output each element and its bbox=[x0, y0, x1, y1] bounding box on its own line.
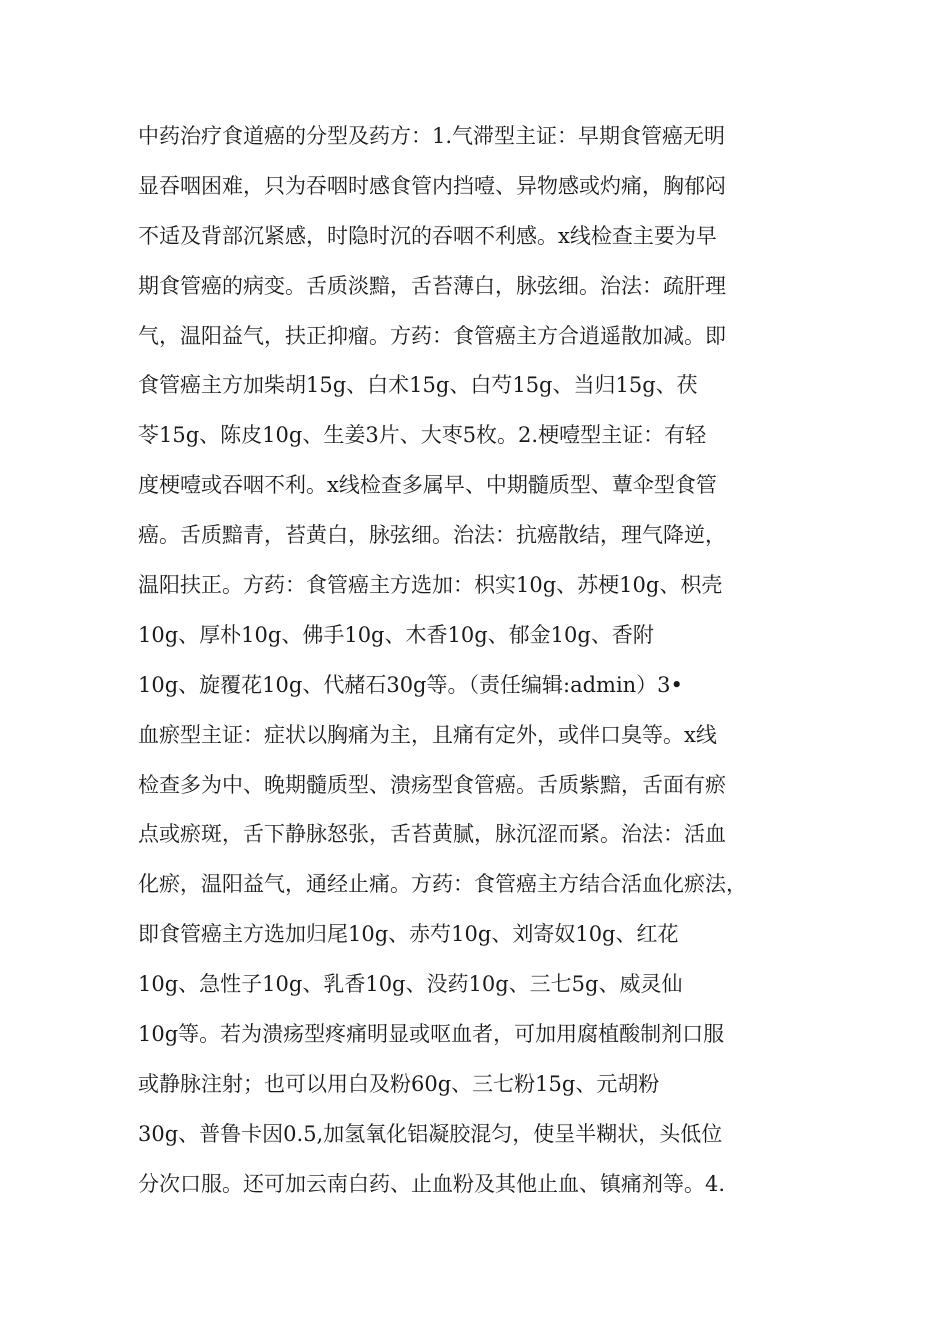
text-line: 10g、厚朴10g、佛手10g、木香10g、郁金10g、香附 bbox=[138, 622, 654, 647]
text-line: 血瘀型主证：症状以胸痛为主，且痛有定外，或伴口臭等。x线 bbox=[138, 722, 717, 747]
text-line: 度梗噎或吞咽不利。x线检查多属早、中期髓质型、蕈伞型食管 bbox=[138, 473, 717, 498]
text-line: 温阳扶正。方药：食管癌主方选加：枳实10g、苏梗10g、枳壳 bbox=[138, 573, 723, 598]
text-line: 不适及背部沉紧感，时隐时沉的吞咽不利感。x线检查主要为早 bbox=[138, 223, 717, 248]
text-line: 30g、普鲁卡因0.5,加氢氧化铝凝胶混匀，使呈半糊状，头低位 bbox=[138, 1121, 723, 1146]
text-line: 癌。舌质黯青，苔黄白，脉弦细。治法：抗癌散结，理气降逆， bbox=[138, 523, 726, 548]
text-line: 显吞咽困难，只为吞咽时感食管内挡噎、异物感或灼痛，胸郁闷 bbox=[138, 173, 726, 198]
text-line: 检查多为中、晚期髓质型、溃疡型食管癌。舌质紫黯，舌面有瘀 bbox=[138, 772, 726, 797]
text-line: 化瘀，温阳益气，通经止痛。方药：食管癌主方结合活血化瘀法， bbox=[138, 872, 747, 897]
text-line: 10g等。若为溃疡型疼痛明显或呕血者，可加用腐植酸制剂口服 bbox=[138, 1022, 725, 1047]
text-line: 点或瘀斑，舌下静脉怒张，舌苔黄腻，脉沉涩而紧。治法：活血 bbox=[138, 822, 726, 847]
text-line: 中药治疗食道癌的分型及药方：1.气滞型主证：早期食管癌无明 bbox=[138, 124, 726, 148]
text-line: 即食管癌主方选加归尾10g、赤芍10g、刘寄奴10g、红花 bbox=[138, 922, 679, 947]
text-line: 食管癌主方加柴胡15g、白术15g、白芍15g、当归15g、茯 bbox=[138, 373, 698, 398]
text-line: 分次口服。还可加云南白药、止血粉及其他止血、镇痛剂等。4. bbox=[138, 1171, 726, 1196]
text-line: 10g、急性子10g、乳香10g、没药10g、三七5g、威灵仙 bbox=[138, 972, 683, 997]
text-line: 或静脉注射；也可以用白及粉60g、三七粉15g、元胡粉 bbox=[138, 1071, 660, 1096]
text-line: 10g、旋覆花10g、代赭石30g等。（责任编辑:admin）3• bbox=[138, 672, 683, 697]
text-line: 期食管癌的病变。舌质淡黯，舌苔薄白，脉弦细。治法：疏肝理 bbox=[138, 273, 726, 298]
text-line: 气，温阳益气，扶正抑瘤。方药：食管癌主方合逍遥散加减。即 bbox=[138, 323, 726, 348]
document-body bbox=[138, 112, 818, 1210]
text-line: 苓15g、陈皮10g、生姜3片、大枣5枚。2.梗噎型主证：有轻 bbox=[138, 423, 707, 448]
